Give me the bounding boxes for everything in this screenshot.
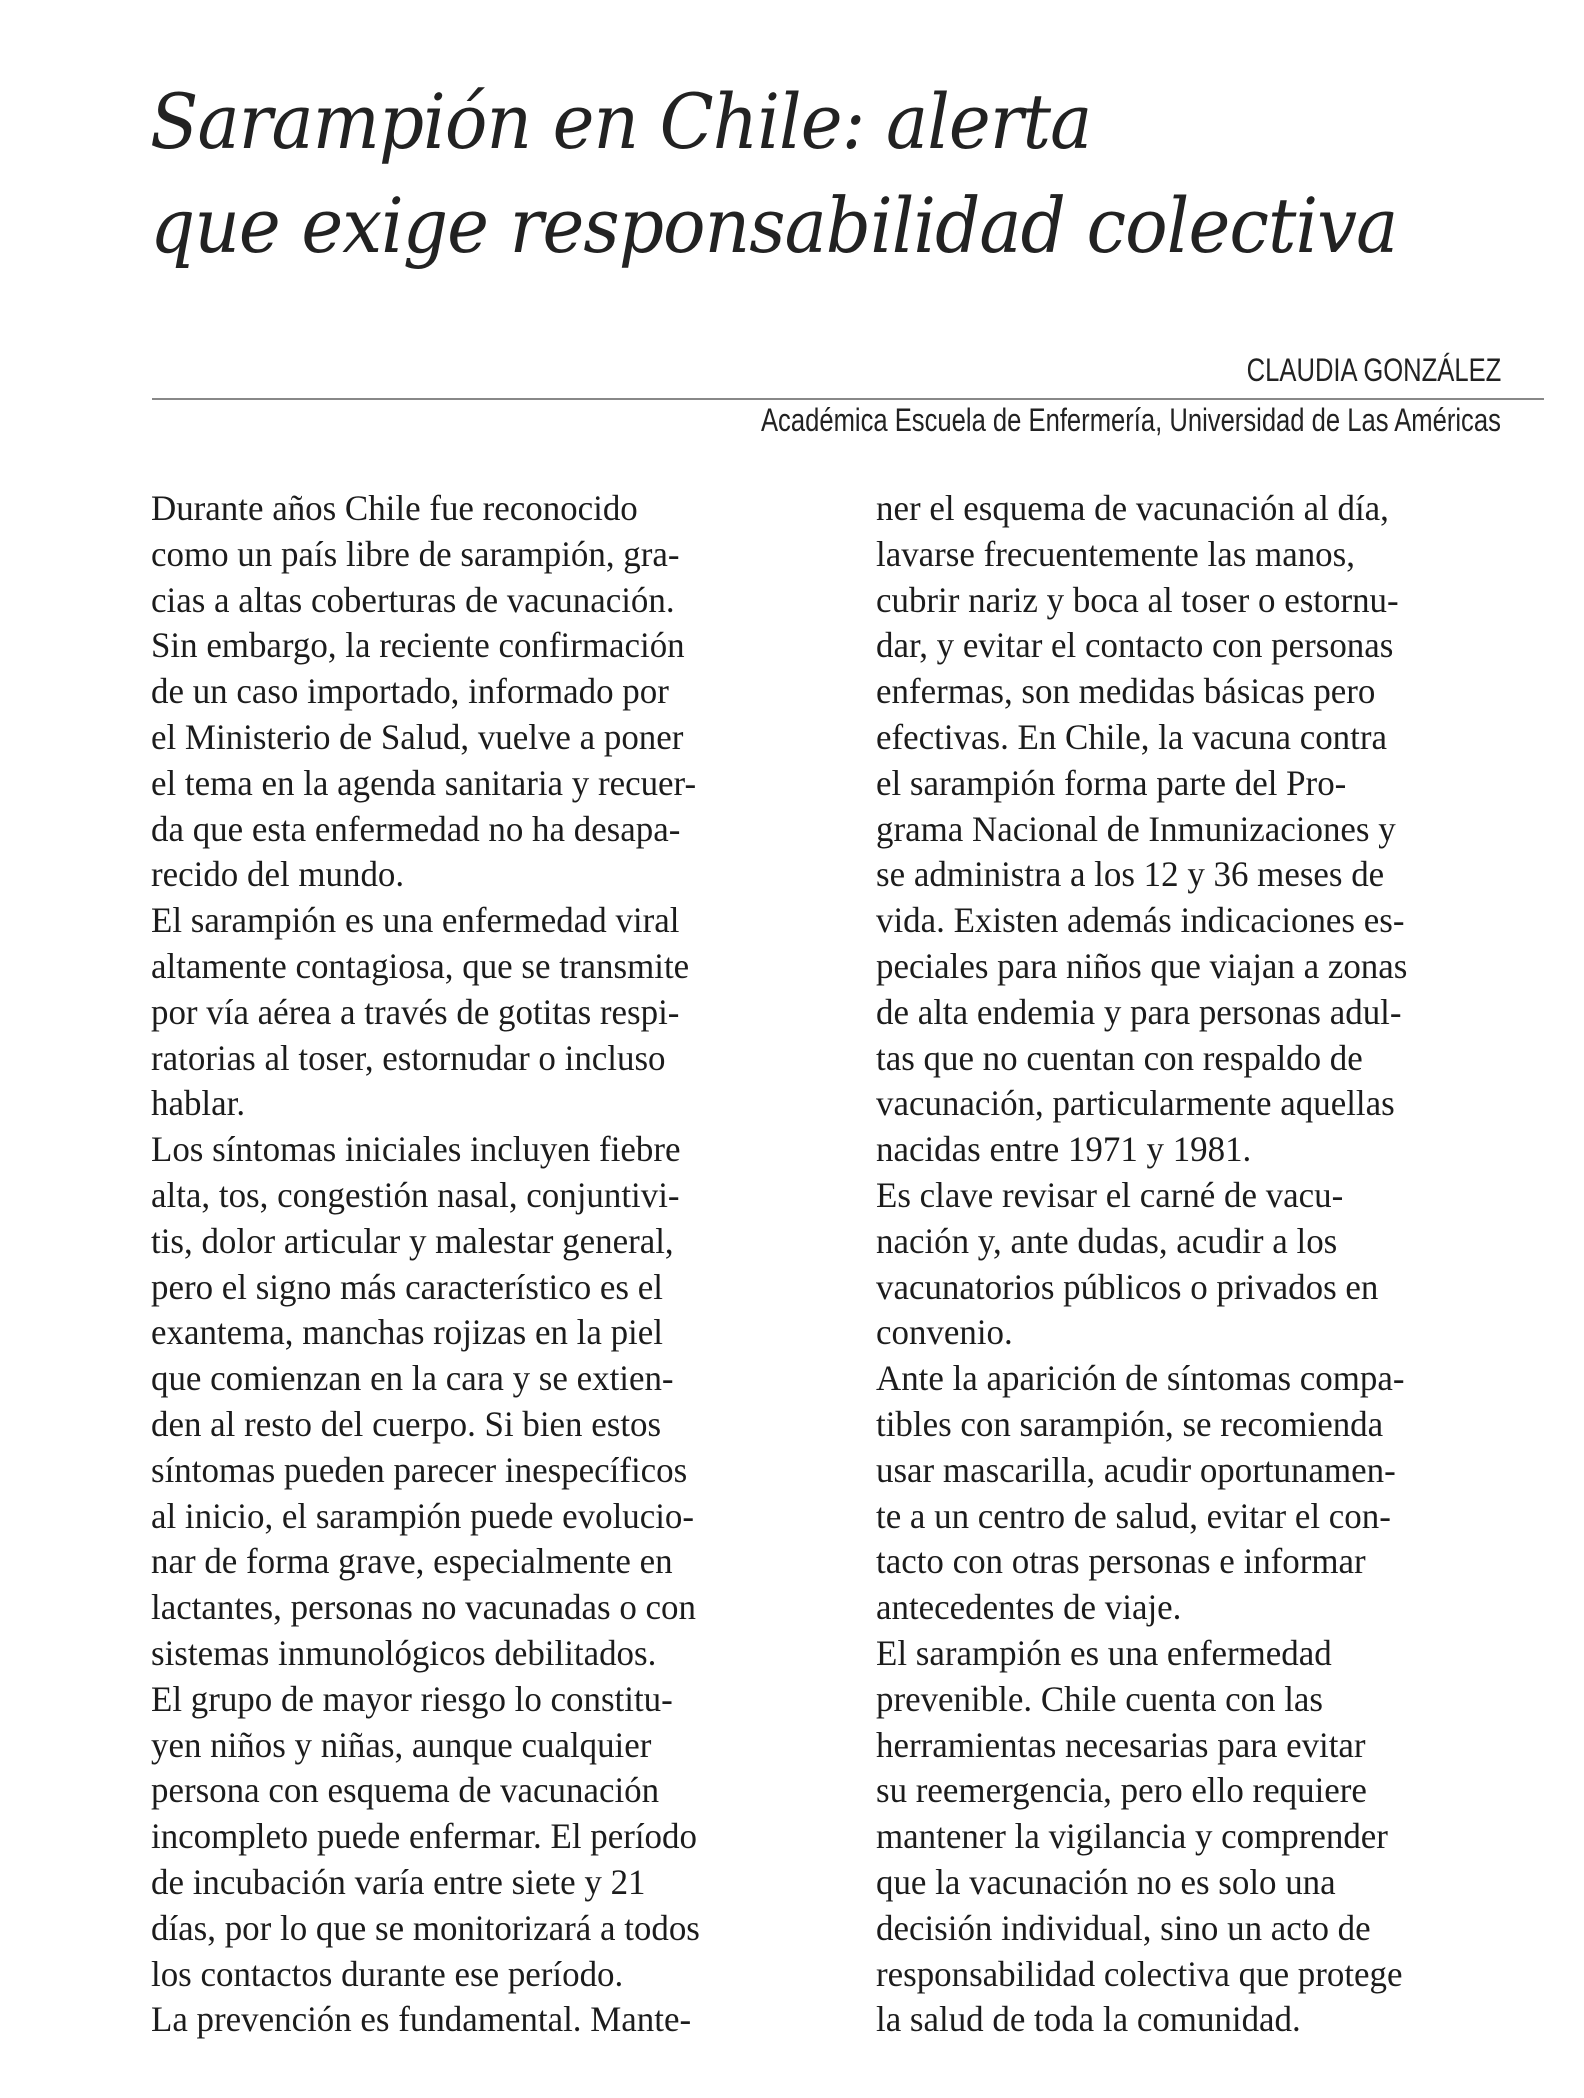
text-line: El sarampión es una enfermedad viral xyxy=(151,900,680,941)
text-line: persona con esquema de vacunación xyxy=(151,1770,660,1811)
title-line: que exige responsabilidad colectiva xyxy=(150,181,1398,270)
text-line: lavarse frecuentemente las manos, xyxy=(876,533,1355,574)
text-line: cias a altas coberturas de vacunación. xyxy=(151,579,675,620)
text-line: El grupo de mayor riesgo lo constitu- xyxy=(151,1678,673,1719)
text-line: que la vacunación no es solo una xyxy=(876,1861,1336,1902)
text-line: días, por lo que se monitorizará a todos xyxy=(151,1907,700,1948)
text-line: grama Nacional de Inmunizaciones y xyxy=(876,808,1396,849)
text-line: por vía aérea a través de gotitas respi- xyxy=(151,991,680,1032)
text-line: el tema en la agenda sanitaria y recuer- xyxy=(151,762,697,803)
text-line: efectivas. En Chile, la vacuna contra xyxy=(876,716,1387,757)
text-line: nación y, ante dudas, acudir a los xyxy=(876,1220,1338,1261)
text-line: incompleto puede enfermar. El período xyxy=(151,1816,697,1857)
text-line: ner el esquema de vacunación al día, xyxy=(876,488,1389,528)
text-line: usar mascarilla, acudir oportunamen- xyxy=(876,1449,1396,1490)
text-line: Es clave revisar el carné de vacu- xyxy=(876,1174,1344,1215)
text-line: exantema, manchas rojizas en la piel xyxy=(151,1312,663,1353)
text-line: al inicio, el sarampión puede evolucio- xyxy=(151,1495,695,1536)
author-affiliation: Académica Escuela de Enfermería, Universidad de Las Américas xyxy=(761,402,1501,438)
divider xyxy=(152,398,1544,400)
text-line: antecedentes de viaje. xyxy=(876,1587,1182,1628)
text-line: da que esta enfermedad no ha desapa- xyxy=(151,808,681,849)
text-line: convenio. xyxy=(876,1312,1013,1353)
author-name: CLAUDIA GONZÁLEZ xyxy=(1246,352,1501,388)
text-line: den al resto del cuerpo. Si bien estos xyxy=(151,1403,662,1444)
text-line: tas que no cuentan con respaldo de xyxy=(876,1037,1363,1078)
text-line: su reemergencia, pero ello requiere xyxy=(876,1770,1367,1811)
text-line: herramientas necesarias para evitar xyxy=(876,1724,1366,1765)
text-line: que comienzan en la cara y se extien- xyxy=(151,1358,674,1399)
text-line: peciales para niños que viajan a zonas xyxy=(876,945,1408,986)
title-line: Sarampión en Chile: alerta xyxy=(150,77,1092,166)
text-line: vacunación, particularmente aquellas xyxy=(876,1083,1395,1124)
text-line: tacto con otras personas e informar xyxy=(876,1541,1366,1582)
text-line: enfermas, son medidas básicas pero xyxy=(876,671,1376,712)
text-line: El sarampión es una enfermedad xyxy=(876,1632,1332,1673)
text-line: vida. Existen además indicaciones es- xyxy=(876,900,1405,941)
body-column-1 xyxy=(151,486,717,2043)
text-line: de alta endemia y para personas adul- xyxy=(876,991,1402,1032)
text-line: te a un centro de salud, evitar el con- xyxy=(876,1495,1391,1536)
text-line: prevenible. Chile cuenta con las xyxy=(876,1678,1324,1719)
text-line: recido del mundo. xyxy=(151,854,405,895)
text-line: sistemas inmunológicos debilitados. xyxy=(151,1632,657,1673)
text-line: lactantes, personas no vacunadas o con xyxy=(151,1587,696,1628)
text-line: Durante años Chile fue reconocido xyxy=(151,488,638,528)
text-line: los contactos durante ese período. xyxy=(151,1953,624,1994)
text-line: tibles con sarampión, se recomienda xyxy=(876,1403,1384,1444)
text-line: Ante la aparición de síntomas compa- xyxy=(876,1358,1405,1399)
text-line: pero el signo más característico es el xyxy=(151,1266,663,1307)
body-column-2 xyxy=(876,486,1424,2043)
text-line: yen niños y niñas, aunque cualquier xyxy=(151,1724,652,1765)
text-line: síntomas pueden parecer inespecíficos xyxy=(151,1449,688,1490)
text-line: La prevención es fundamental. Mante- xyxy=(151,1999,692,2040)
text-line: Sin embargo, la reciente confirmación xyxy=(151,625,685,666)
text-line: cubrir nariz y boca al toser o estornu- xyxy=(876,579,1399,620)
text-line: la salud de toda la comunidad. xyxy=(876,1999,1301,2040)
text-line: nacidas entre 1971 y 1981. xyxy=(876,1129,1252,1170)
text-line: alta, tos, congestión nasal, conjuntivi- xyxy=(151,1174,680,1215)
text-line: mantener la vigilancia y comprender xyxy=(876,1816,1388,1857)
text-line: tis, dolor articular y malestar general, xyxy=(151,1220,674,1261)
text-line: de un caso importado, informado por xyxy=(151,671,669,712)
article-title xyxy=(150,70,1397,278)
text-line: vacunatorios públicos o privados en xyxy=(876,1266,1379,1307)
text-line: como un país libre de sarampión, gra- xyxy=(151,533,680,574)
text-line: decisión individual, sino un acto de xyxy=(876,1907,1371,1948)
text-line: responsabilidad colectiva que protege xyxy=(876,1953,1403,1994)
text-line: se administra a los 12 y 36 meses de xyxy=(876,854,1385,895)
text-line: de incubación varía entre siete y 21 xyxy=(151,1861,646,1902)
text-line: nar de forma grave, especialmente en xyxy=(151,1541,673,1582)
text-line: el sarampión forma parte del Pro- xyxy=(876,762,1347,803)
text-line: el Ministerio de Salud, vuelve a poner xyxy=(151,716,684,757)
text-line: dar, y evitar el contacto con personas xyxy=(876,625,1394,666)
text-line: altamente contagiosa, que se transmite xyxy=(151,945,690,986)
text-line: ratorias al toser, estornudar o incluso xyxy=(151,1037,666,1078)
text-line: Los síntomas iniciales incluyen fiebre xyxy=(151,1129,681,1170)
text-line: hablar. xyxy=(151,1083,246,1124)
